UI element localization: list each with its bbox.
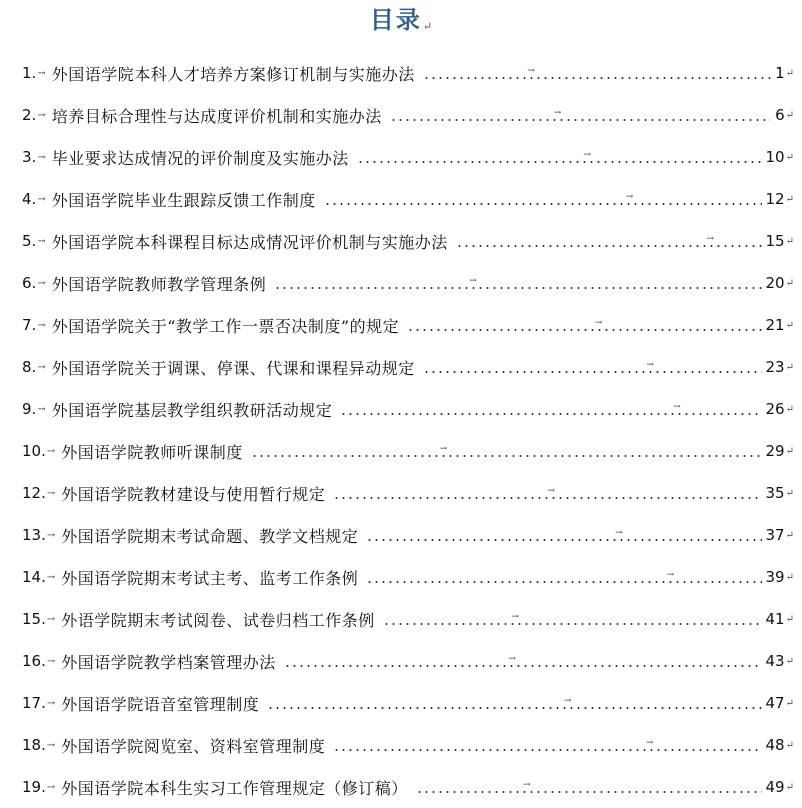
toc-entry-title[interactable]: 外国语学院教学档案管理办法 <box>61 652 276 672</box>
tab-arrow-icon: → <box>37 235 46 247</box>
tab-arrow-icon: → <box>547 486 555 496</box>
dot-leader <box>456 234 762 247</box>
toc-entry-title[interactable]: 外国语学院语音室管理制度 <box>61 694 260 714</box>
toc-entry-title[interactable]: 培养目标合理性与达成度评价机制和实施办法 <box>51 106 382 126</box>
toc-entry-page-number: 26 <box>765 400 785 418</box>
tab-arrow-icon: → <box>37 67 46 79</box>
tab-arrow-icon: → <box>37 277 46 289</box>
paragraph-mark-icon: ↵ <box>785 529 794 541</box>
tab-arrow-icon: → <box>46 781 56 793</box>
dot-leader <box>416 780 762 793</box>
tab-arrow-icon: → <box>615 528 623 538</box>
toc-entry[interactable] <box>0 556 802 598</box>
toc-entry-page-number: 49 <box>765 778 785 796</box>
tab-arrow-icon: → <box>666 570 675 580</box>
paragraph-mark-icon: ↵ <box>785 781 794 793</box>
toc-entry-number: 3. <box>22 148 37 166</box>
toc-entry-number: 6. <box>22 274 37 292</box>
tab-arrow-icon: → <box>508 654 516 664</box>
toc-entry[interactable] <box>0 598 802 640</box>
tab-arrow-icon: → <box>46 613 56 625</box>
tab-arrow-icon: → <box>37 151 46 163</box>
toc-entry-number: 5. <box>22 232 37 250</box>
tab-arrow-icon: → <box>37 403 46 415</box>
dot-leader <box>407 318 761 331</box>
toc-entry-page-number: 37 <box>765 526 785 544</box>
toc-entry-page-number: 47 <box>765 694 785 712</box>
tab-arrow-icon: → <box>511 612 520 622</box>
toc-entry[interactable] <box>0 262 802 304</box>
toc-entry-number: 18. <box>22 736 46 754</box>
toc-entry-page-number: 39 <box>765 568 785 586</box>
toc-entry-title[interactable]: 外国语学院关于调课、停课、代课和课程异动规定 <box>51 358 415 378</box>
toc-entry-title[interactable]: 毕业要求达成情况的评价制度及实施办法 <box>51 148 349 168</box>
toc-entry-title[interactable]: 外国语学院本科课程目标达成情况评价机制与实施办法 <box>51 232 448 252</box>
tab-arrow-icon: → <box>522 780 531 790</box>
paragraph-mark-icon: ↵ <box>785 403 794 415</box>
toc-entry-title[interactable]: 外国语学院教材建设与使用暂行规定 <box>61 484 326 504</box>
toc-entry-number: 9. <box>22 400 37 418</box>
toc-entry[interactable] <box>0 304 802 346</box>
paragraph-mark-icon: ↵ <box>785 319 794 331</box>
dot-leader <box>274 276 761 289</box>
toc-entry-title[interactable]: 外国语学院本科生实习工作管理规定（修订稿） <box>61 778 408 798</box>
toc-entry-title[interactable]: 外语学院期末考试阅卷、试卷归档工作条例 <box>61 610 375 630</box>
dot-leader <box>383 612 762 625</box>
toc-entry-number: 4. <box>22 190 37 208</box>
paragraph-mark-icon: ↵ <box>785 739 794 751</box>
tab-arrow-icon: → <box>46 487 56 499</box>
toc-entry-number: 14. <box>22 568 46 586</box>
paragraph-mark-icon: ↵ <box>785 109 794 121</box>
tab-arrow-icon: → <box>563 696 572 706</box>
toc-entry-page-number: 21 <box>765 316 785 334</box>
toc-entry-number: 7. <box>22 316 37 334</box>
toc-entry-page-number: 43 <box>765 652 785 670</box>
dot-leader <box>267 696 761 709</box>
dot-leader <box>390 108 771 121</box>
toc-entry[interactable] <box>0 682 802 724</box>
paragraph-mark-icon: ↵ <box>422 20 433 33</box>
toc-entry[interactable] <box>0 220 802 262</box>
toc-entry-title[interactable]: 外国语学院教师听课制度 <box>61 442 243 462</box>
toc-entry-title[interactable]: 外国语学院阅览室、资料室管理制度 <box>61 736 326 756</box>
toc-entry[interactable] <box>0 52 802 94</box>
paragraph-mark-icon: ↵ <box>785 277 794 289</box>
toc-entry[interactable] <box>0 724 802 766</box>
tab-arrow-icon: → <box>469 276 477 286</box>
tab-arrow-icon: → <box>46 655 56 667</box>
tab-arrow-icon: → <box>583 150 591 160</box>
tab-arrow-icon: → <box>46 739 56 751</box>
toc-entry-page-number: 41 <box>765 610 785 628</box>
toc-entry-page-number: 29 <box>765 442 785 460</box>
dot-leader <box>340 402 761 415</box>
toc-entry-number: 16. <box>22 652 46 670</box>
toc-entry[interactable] <box>0 472 802 514</box>
dot-leader <box>366 570 761 583</box>
toc-entry[interactable] <box>0 430 802 472</box>
tab-arrow-icon: → <box>37 109 46 121</box>
toc-entry[interactable] <box>0 388 802 430</box>
toc-entry-page-number: 1 <box>775 64 785 82</box>
toc-entry-page-number: 20 <box>765 274 785 292</box>
dot-leader <box>324 192 762 205</box>
toc-entry-page-number: 15 <box>765 232 785 250</box>
toc-entry-number: 13. <box>22 526 46 544</box>
toc-entry-page-number: 48 <box>765 736 785 754</box>
tab-arrow-icon: → <box>625 192 634 202</box>
toc-entry-number: 19. <box>22 778 46 796</box>
paragraph-mark-icon: ↵ <box>785 193 794 205</box>
toc-entry-number: 2. <box>22 106 37 124</box>
toc-title-row <box>0 2 802 38</box>
toc-entry-number: 15. <box>22 610 46 628</box>
paragraph-mark-icon: ↵ <box>785 445 794 457</box>
tab-arrow-icon: → <box>37 193 46 205</box>
tab-arrow-icon: → <box>527 66 535 76</box>
toc-entry[interactable] <box>0 178 802 220</box>
toc-entry[interactable] <box>0 136 802 178</box>
paragraph-mark-icon: ↵ <box>785 655 794 667</box>
toc-entry-page-number: 12 <box>765 190 785 208</box>
dot-leader <box>423 66 771 79</box>
tab-arrow-icon: → <box>439 444 448 454</box>
paragraph-mark-icon: ↵ <box>785 151 794 163</box>
toc-entry-number: 8. <box>22 358 37 376</box>
paragraph-mark-icon: ↵ <box>785 67 794 79</box>
toc-entry-title[interactable]: 外国语学院期末考试主考、监考工作条例 <box>61 568 359 588</box>
tab-arrow-icon: → <box>553 108 562 118</box>
paragraph-mark-icon: ↵ <box>785 235 794 247</box>
toc-entry-number: 1. <box>22 64 37 82</box>
dot-leader <box>333 738 761 751</box>
tab-arrow-icon: → <box>46 571 56 583</box>
paragraph-mark-icon: ↵ <box>785 571 794 583</box>
paragraph-mark-icon: ↵ <box>785 613 794 625</box>
paragraph-mark-icon: ↵ <box>785 487 794 499</box>
tab-arrow-icon: → <box>46 529 56 541</box>
dot-leader <box>333 486 761 499</box>
toc-entry-title[interactable]: 外国语学院关于“教学工作一票否决制度”的规定 <box>51 316 400 336</box>
dot-leader <box>423 360 762 373</box>
table-of-contents <box>0 52 802 808</box>
tab-arrow-icon: → <box>673 402 681 412</box>
tab-arrow-icon: → <box>645 738 654 748</box>
paragraph-mark-icon: ↵ <box>785 361 794 373</box>
toc-entry-title[interactable]: 外国语学院本科人才培养方案修订机制与实施办法 <box>51 64 415 84</box>
toc-entry-page-number: 35 <box>765 484 785 502</box>
dot-leader <box>284 654 762 667</box>
paragraph-mark-icon: ↵ <box>785 697 794 709</box>
toc-entry-page-number: 10 <box>765 148 785 166</box>
toc-entry[interactable] <box>0 346 802 388</box>
toc-entry[interactable] <box>0 514 802 556</box>
toc-entry-page-number: 6 <box>775 106 785 124</box>
dot-leader <box>357 150 762 163</box>
dot-leader <box>251 444 762 457</box>
toc-title: 目录 <box>369 6 422 34</box>
toc-entry-title[interactable]: 外国语学院毕业生跟踪反馈工作制度 <box>51 190 316 210</box>
toc-entry-title[interactable]: 外国语学院期末考试命题、教学文档规定 <box>61 526 359 546</box>
dot-leader <box>366 528 761 541</box>
toc-entry-number: 17. <box>22 694 46 712</box>
toc-entry-number: 10. <box>22 442 46 460</box>
tab-arrow-icon: → <box>37 319 46 331</box>
tab-arrow-icon: → <box>37 361 46 373</box>
tab-arrow-icon: → <box>46 697 56 709</box>
toc-entry-number: 12. <box>22 484 46 502</box>
tab-arrow-icon: → <box>46 445 56 457</box>
tab-arrow-icon: → <box>646 360 654 370</box>
toc-entry[interactable] <box>0 766 802 808</box>
toc-entry-title[interactable]: 外国语学院教师教学管理条例 <box>51 274 267 294</box>
toc-entry-title[interactable]: 外国语学院基层教学组织教研活动规定 <box>51 400 333 420</box>
toc-entry[interactable] <box>0 640 802 682</box>
toc-entry[interactable] <box>0 94 802 136</box>
toc-entry-page-number: 23 <box>765 358 785 376</box>
tab-arrow-icon: → <box>706 234 715 244</box>
tab-arrow-icon: → <box>594 318 603 328</box>
